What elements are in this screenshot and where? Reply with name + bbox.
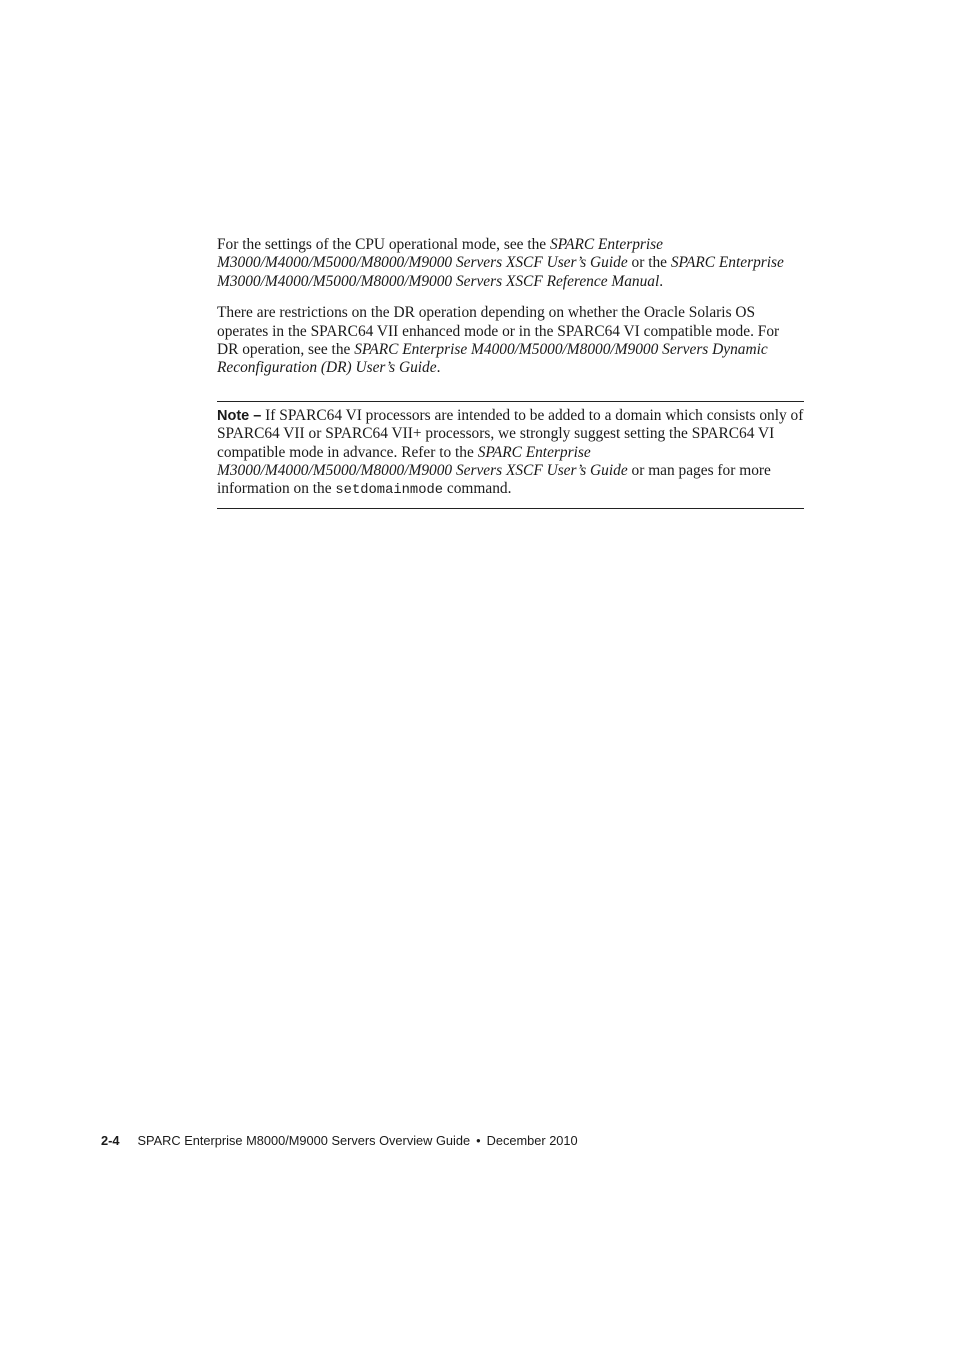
footer-doc-title: SPARC Enterprise M8000/M9000 Servers Overview Guide <box>137 1133 471 1148</box>
page-body <box>217 236 804 509</box>
footer-separator: • <box>476 1133 481 1148</box>
doc-reference-xscf-reference-manual: SPARC Enterprise M3000/M4000/M5000/M8000/M9000 Servers XSCF Reference Manual <box>217 254 784 290</box>
paragraph-cpu-mode <box>217 236 804 291</box>
page-footer <box>101 1132 578 1150</box>
text-run: For the settings of the CPU operational mode, see the <box>217 236 550 253</box>
page-number: 2-4 <box>101 1133 120 1148</box>
note-box <box>217 401 804 509</box>
text-run: . <box>436 359 441 377</box>
footer-date: December 2010 <box>486 1133 578 1148</box>
text-run: or the <box>627 254 671 272</box>
note-label: Note – <box>217 407 262 424</box>
note-text: command. <box>443 480 512 498</box>
note-text: If SPARC64 VI processors are intended to be added to a domain which consists only of SPARC64 VII or SPARC64 VII+ processors, we strongly suggest setting the SPARC64 VI compatible mode in advance. Refer to the <box>217 406 804 461</box>
note-text: or man pages for more information on the <box>217 462 771 498</box>
doc-reference-dr-users-guide: SPARC Enterprise M4000/M5000/M8000/M9000 Servers Dynamic Reconfiguration (DR) User’s Guide <box>217 341 768 377</box>
text-run: . <box>659 272 664 290</box>
paragraph-dr-restrictions <box>217 304 804 378</box>
doc-reference-xscf-users-guide: SPARC Enterprise M3000/M4000/M5000/M8000/M9000 Servers XSCF User’s Guide <box>217 236 663 272</box>
command-name: setdomainmode <box>335 483 444 499</box>
doc-reference-xscf-users-guide: SPARC Enterprise M3000/M4000/M5000/M8000/M9000 Servers XSCF User’s Guide <box>217 443 628 480</box>
text-run: There are restrictions on the DR operation depending on whether the Oracle Solaris OS operates in the SPARC64 VII enhanced mode or in the SPARC64 VI compatible mode. For DR operation, see the <box>217 304 780 359</box>
